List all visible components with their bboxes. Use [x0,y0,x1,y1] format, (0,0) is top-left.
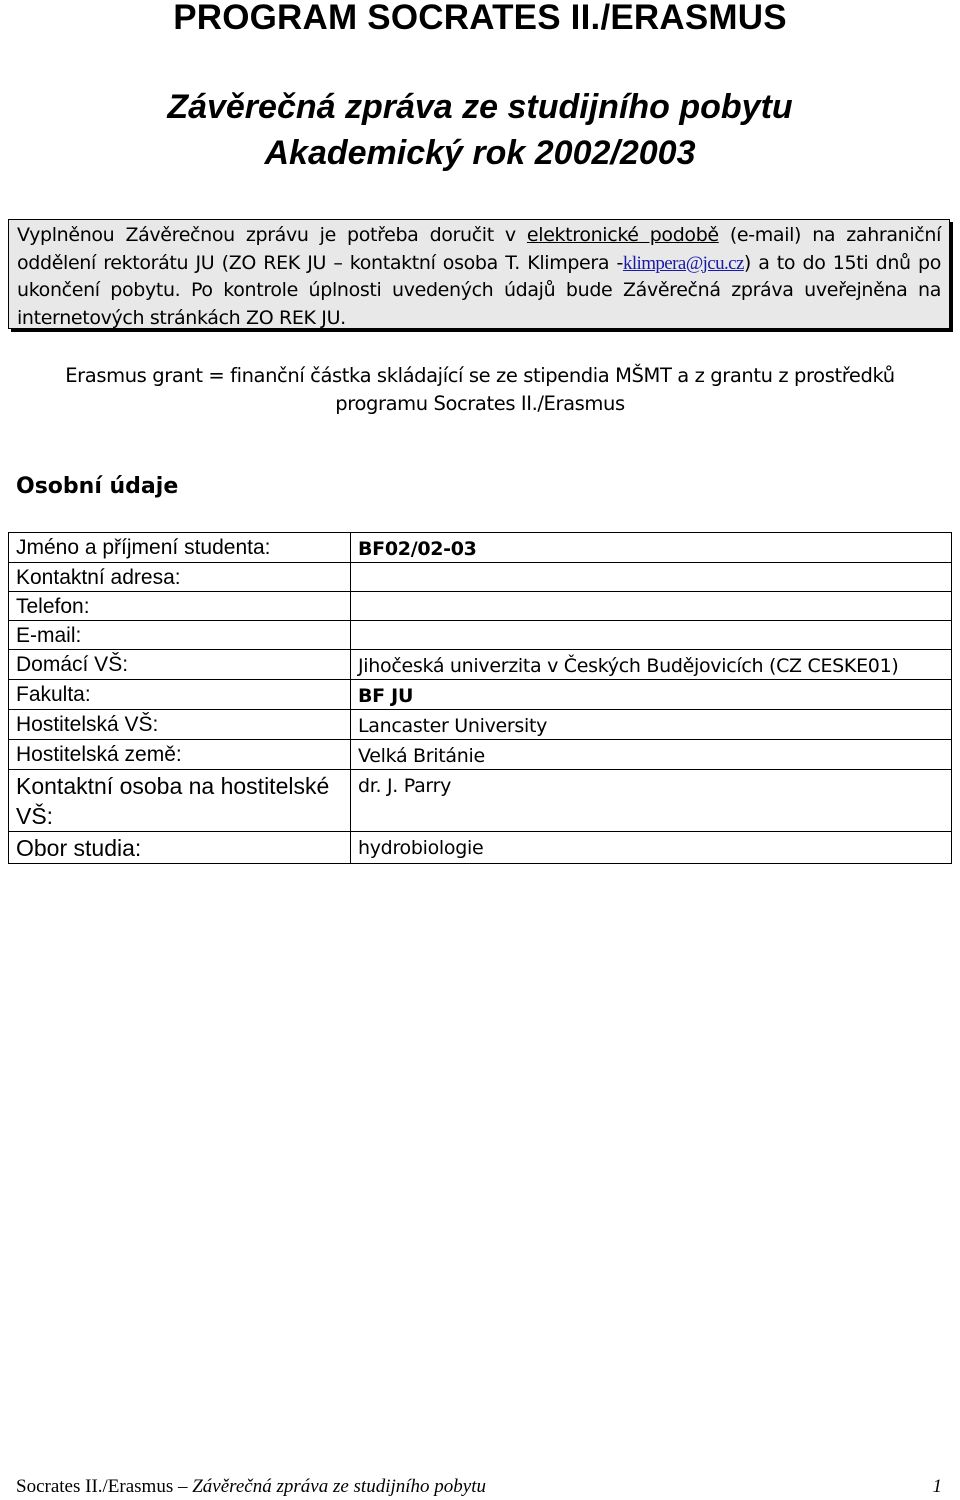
row-value: BF JU [351,680,952,710]
section-heading-personal: Osobní údaje [16,474,179,499]
row-value [351,563,952,592]
row-value: dr. J. Parry [351,770,952,832]
footer-doc-subtitle: – Závěrečná zpráva ze studijního pobytu [173,1476,486,1497]
row-value: hydrobiologie [351,832,952,864]
page-number: 1 [932,1476,942,1497]
table-row [9,770,952,832]
row-label: Hostitelská země: [9,740,351,770]
personal-data-table [8,532,952,864]
row-label: E-mail: [9,621,351,650]
contact-email-link[interactable]: klimpera@jcu.cz [622,252,744,274]
table-row [9,710,952,740]
academic-year: Akademický rok 2002/2003 [264,134,696,172]
row-label: Telefon: [9,592,351,621]
table-row [9,650,952,680]
row-value: Jihočeská univerzita v Českých Budějovicích (CZ CESKE01) [351,650,952,680]
row-value: Lancaster University [351,710,952,740]
report-title-block [0,84,960,176]
program-title: PROGRAM SOCRATES II./ERASMUS [173,0,787,37]
row-label: Kontaktní adresa: [9,563,351,592]
page-footer [16,1474,486,1500]
row-label: Obor studia: [9,832,351,864]
report-title: Závěrečná zpráva ze studijního pobytu [167,88,793,126]
grant-definition: Erasmus grant = finanční částka skládající se ze stipendia MŠMT a z grantu z prostředků programu Socrates II./Erasmus [65,364,895,415]
row-label: Kontaktní osoba na hostitelské VŠ: [9,770,351,832]
footer-doc-name: Socrates II./Erasmus [16,1476,174,1497]
notice-underlined-text: elektronické podobě [526,224,719,246]
row-value [351,621,952,650]
table-row [9,832,952,864]
notice-text-1: Vyplněnou Závěrečnou zprávu je potřeba doručit v [17,224,527,246]
row-value: BF02/02-03 [351,533,952,563]
table-row [9,592,952,621]
table-row [9,621,952,650]
row-label: Hostitelská VŠ: [9,710,351,740]
row-label: Domácí VŠ: [9,650,351,680]
table-row [9,680,952,710]
submission-notice-box [8,219,950,329]
table-row [9,563,952,592]
notice-text-2: (e-mail) na zahraniční oddělení rektorátu JU (ZO REK JU – kontaktní osoba T. Klimpera - [17,224,941,274]
row-value [351,592,952,621]
row-value: Velká Británie [351,740,952,770]
table-row [9,740,952,770]
notice-text-3: ) a to do 15ti dnů po ukončení pobytu. Po kontrole úplnosti uvedených údajů bude Závěrečná zpráva uveřejněna na internetových stránkách ZO REK JU. [17,251,941,329]
row-label: Jméno a příjmení studenta: [9,533,351,563]
row-label: Fakulta: [9,680,351,710]
table-row [9,533,952,563]
